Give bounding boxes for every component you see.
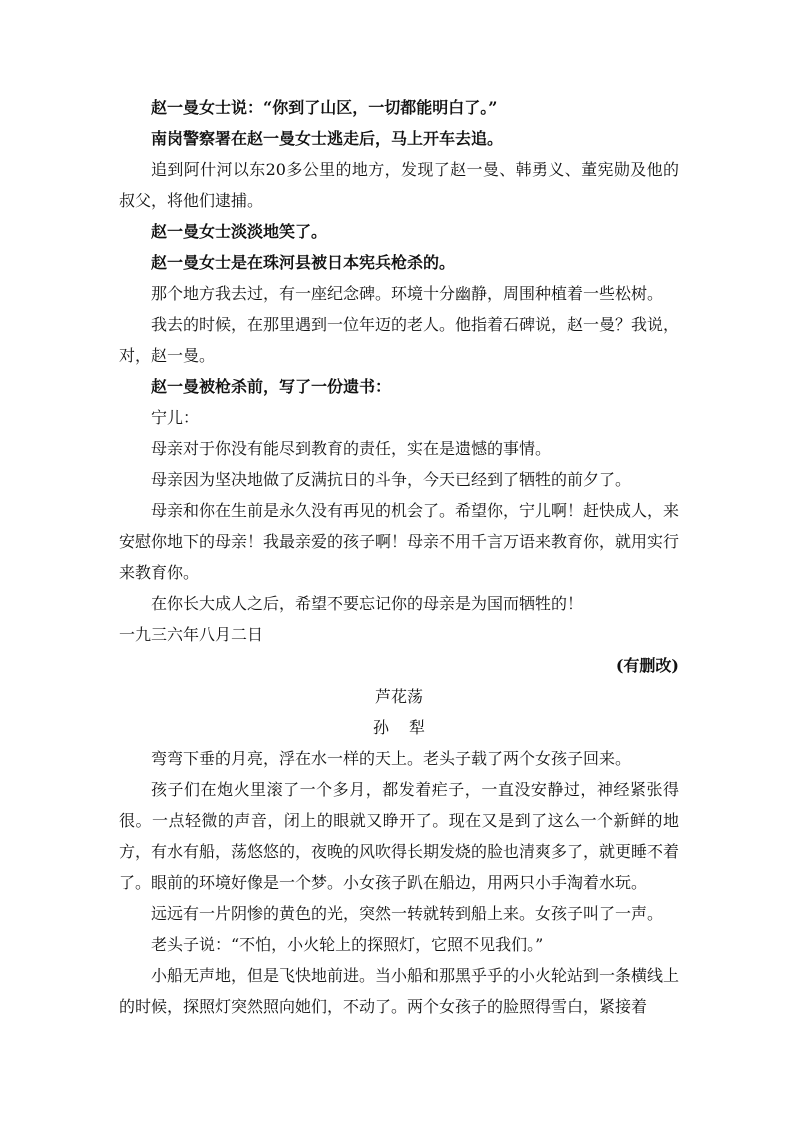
author-given-name: 犁	[409, 718, 426, 737]
letter-paragraph: 母亲和你在生前是永久没有再见的机会了。希望你，宁儿啊！赶快成人，来安慰你地下的母亲！我最亲爱的孩子啊！母亲不用千言万语来教育你，就用实行来教育你。	[119, 501, 680, 582]
paragraph: 赵一曼被枪杀前，写了一份遗书：	[151, 377, 392, 396]
letter-paragraph: 母亲对于你没有能尽到教育的责任，实在是遗憾的事情。	[151, 439, 552, 458]
paragraph: 小船无声地，但是飞快地前进。当小船和那黑乎乎的小火轮站到一条横线上的时候，探照灯突然照向她们，不动了。两个女孩子的脸照得雪白，紧接着	[119, 966, 680, 1016]
article-title: 芦花荡	[374, 687, 423, 706]
paragraph: 我去的时候，在那里遇到一位年迈的老人。他指着石碑说，赵一曼？我说，对，赵一曼。	[119, 315, 680, 365]
article-author	[119, 712, 679, 743]
letter-salutation: 宁儿：	[151, 408, 200, 427]
paragraph: 赵一曼女士淡淡地笑了。	[151, 222, 328, 241]
paragraph: 追到阿什河以东20多公里的地方，发现了赵一曼、韩勇义、董宪勋及他的叔父，将他们逮捕。	[119, 160, 679, 210]
paragraph: 远远有一片阴惨的黄色的光，突然一转就转到船上来。女孩子叫了一声。	[151, 904, 664, 923]
letter-paragraph: 母亲因为坚决地做了反满抗日的斗争，今天已经到了牺牲的前夕了。	[151, 470, 632, 489]
author-surname: 孙	[372, 718, 389, 737]
paragraph: 弯弯下垂的月亮，浮在水一样的天上。老头子载了两个女孩子回来。	[151, 749, 632, 768]
paragraph: 赵一曼女士说：“你到了山区，一切都能明白了。”	[151, 98, 498, 117]
edit-note: (有删改)	[615, 656, 679, 675]
paragraph: 那个地方我去过，有一座纪念碑。环境十分幽静，周围种植着一些松树。	[151, 284, 664, 303]
paragraph: 老头子说：“不怕，小火轮上的探照灯，它照不见我们。”	[151, 935, 544, 954]
page-content	[119, 92, 679, 1022]
letter-date: 一九三六年八月二日	[119, 625, 264, 644]
paragraph: 孩子们在炮火里滚了一个多月，都发着疟子，一直没安静过，神经紧张得很。一点轻微的声音，闭上的眼就又睁开了。现在又是到了这么一个新鲜的地方，有水有船，荡悠悠的，夜晚的风吹得长期发烧的脸也清爽多了，就更睡不着了。眼前的环境好像是一个梦。小女孩子趴在船边，用两只小手淘着水玩。	[119, 780, 680, 892]
paragraph: 赵一曼女士是在珠河县被日本宪兵枪杀的。	[151, 253, 456, 272]
paragraph: 南岗警察署在赵一曼女士逃走后，马上开车去追。	[151, 129, 504, 148]
letter-paragraph: 在你长大成人之后，希望不要忘记你的母亲是为国而牺牲的！	[151, 594, 584, 613]
